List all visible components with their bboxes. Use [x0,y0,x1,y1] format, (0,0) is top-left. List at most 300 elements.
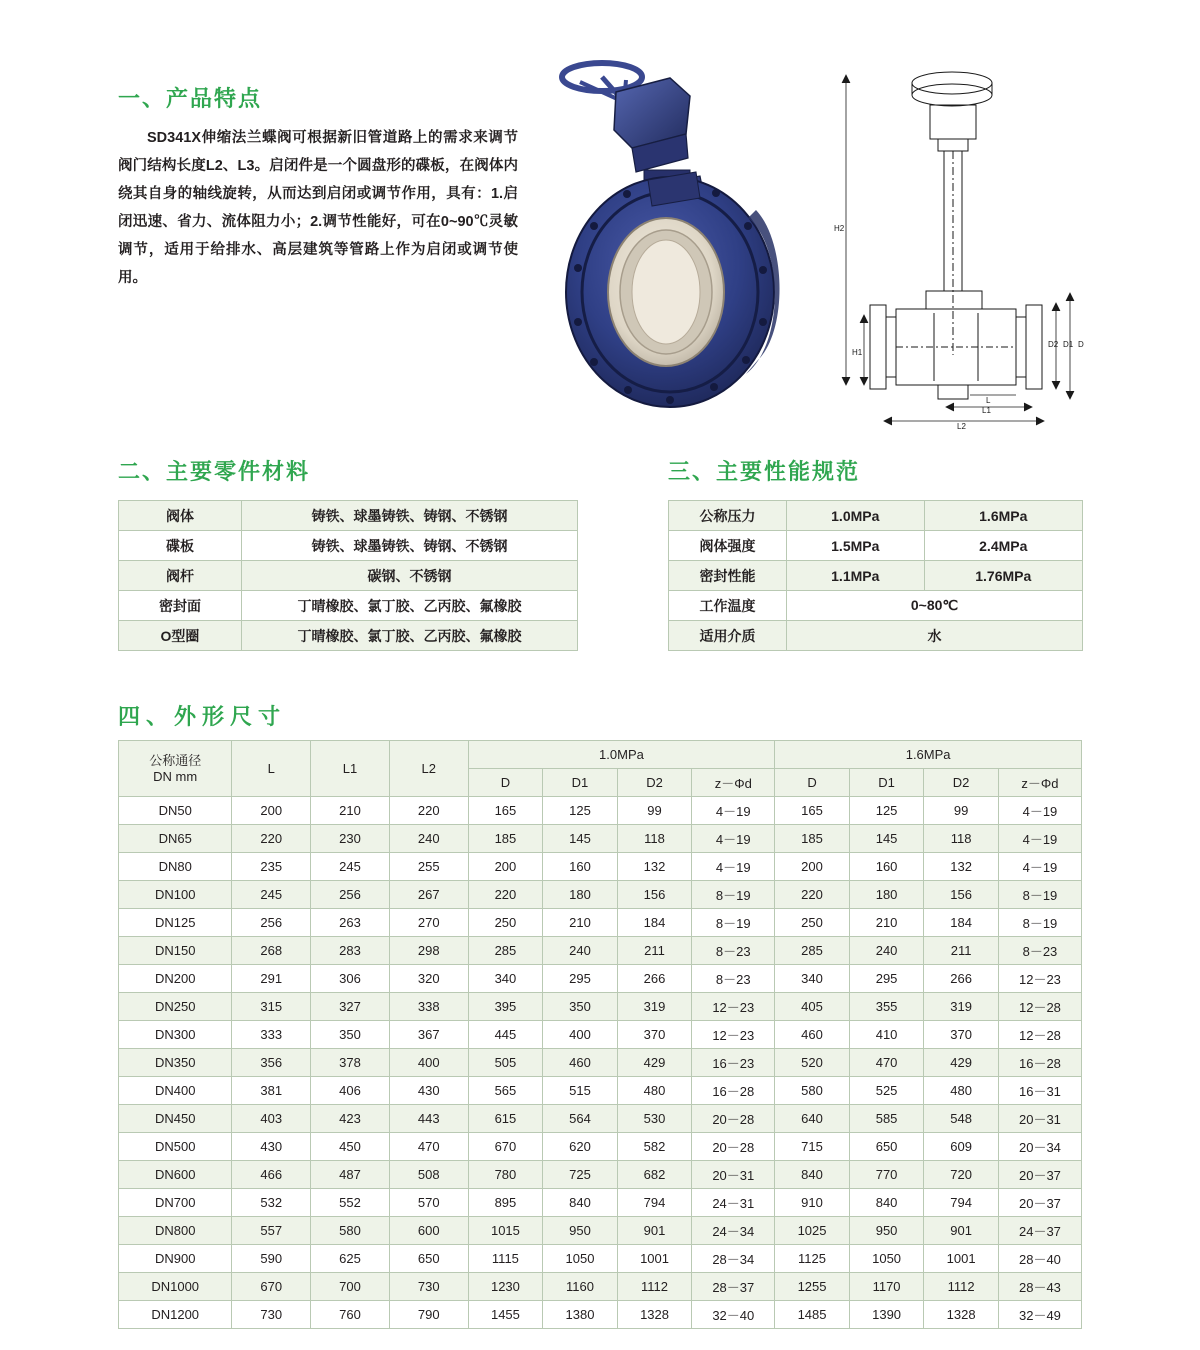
cell-d1-1.6: 950 [849,1217,924,1245]
cell-d2-1.6: 266 [924,965,999,993]
section-title-dimensions: 四、外形尺寸 [118,704,287,729]
cell-dn: DN350 [119,1049,232,1077]
cell-d-1.0: 615 [468,1105,543,1133]
cell-d1-1.6: 770 [849,1161,924,1189]
cell-l1: 406 [311,1077,390,1105]
valve-technical-drawing [830,55,1090,431]
cell-d-1.6: 220 [775,881,850,909]
cell-d1-1.6: 125 [849,797,924,825]
cell-d1-1.0: 125 [543,797,618,825]
cell-zd-1.0: 12－23 [692,993,775,1021]
cell-d1-1.0: 564 [543,1105,618,1133]
cell-d1-1.6: 840 [849,1189,924,1217]
cell-l2: 730 [389,1273,468,1301]
cell-l2: 430 [389,1077,468,1105]
cell-zd-1.0: 28－37 [692,1273,775,1301]
cell-l1: 450 [311,1133,390,1161]
cell-d-1.0: 1455 [468,1301,543,1329]
cell-l: 430 [232,1133,311,1161]
material-value: 丁晴橡胶、氯丁胶、乙丙胶、氟橡胶 [242,591,578,621]
cell-zd-1.6: 28－43 [998,1273,1081,1301]
cell-dn: DN700 [119,1189,232,1217]
cell-l2: 220 [389,797,468,825]
cell-d1-1.6: 1390 [849,1301,924,1329]
cell-d-1.0: 1230 [468,1273,543,1301]
cell-d-1.0: 250 [468,909,543,937]
cell-l: 220 [232,825,311,853]
drawing-label-l2: L2 [957,422,966,431]
header-d-1.6: D [775,769,850,797]
cell-dn: DN450 [119,1105,232,1133]
cell-d-1.6: 1485 [775,1301,850,1329]
cell-d-1.0: 340 [468,965,543,993]
cell-l: 356 [232,1049,311,1077]
cell-d2-1.6: 1112 [924,1273,999,1301]
header-dn-line1: 公称通径 [149,752,202,768]
cell-d-1.6: 460 [775,1021,850,1049]
cell-d-1.6: 580 [775,1077,850,1105]
cell-d2-1.0: 582 [617,1133,692,1161]
spec-name: 公称压力 [669,501,787,531]
cell-d-1.6: 1025 [775,1217,850,1245]
cell-d2-1.0: 118 [617,825,692,853]
cell-zd-1.0: 8－23 [692,937,775,965]
performance-spec-table [668,500,1083,651]
cell-d1-1.6: 240 [849,937,924,965]
cell-l2: 508 [389,1161,468,1189]
cell-d2-1.6: 156 [924,881,999,909]
table-row [669,531,1083,561]
table-row [119,1021,1082,1049]
cell-l: 532 [232,1189,311,1217]
header-d1-1.0: D1 [543,769,618,797]
cell-zd-1.0: 24－31 [692,1189,775,1217]
cell-d-1.6: 640 [775,1105,850,1133]
cell-dn: DN50 [119,797,232,825]
cell-l2: 570 [389,1189,468,1217]
cell-l1: 580 [311,1217,390,1245]
cell-l2: 367 [389,1021,468,1049]
cell-l1: 263 [311,909,390,937]
table-row [119,881,1082,909]
cell-dn: DN65 [119,825,232,853]
table-row [119,621,578,651]
cell-d2-1.6: 720 [924,1161,999,1189]
cell-dn: DN400 [119,1077,232,1105]
cell-zd-1.6: 8－19 [998,881,1081,909]
cell-zd-1.6: 8－19 [998,909,1081,937]
cell-d2-1.0: 156 [617,881,692,909]
cell-zd-1.6: 4－19 [998,853,1081,881]
cell-dn: DN900 [119,1245,232,1273]
table-row [119,1049,1082,1077]
table-row [119,1273,1082,1301]
cell-l2: 470 [389,1133,468,1161]
cell-l2: 270 [389,909,468,937]
cell-l: 333 [232,1021,311,1049]
cell-d1-1.6: 525 [849,1077,924,1105]
cell-d2-1.0: 211 [617,937,692,965]
cell-d1-1.0: 400 [543,1021,618,1049]
cell-dn: DN150 [119,937,232,965]
cell-l1: 306 [311,965,390,993]
cell-d1-1.6: 160 [849,853,924,881]
cell-dn: DN100 [119,881,232,909]
cell-zd-1.0: 8－19 [692,909,775,937]
spec-value-1.6mpa: 1.76MPa [924,561,1082,591]
cell-dn: DN200 [119,965,232,993]
spec-value-1.6mpa: 2.4MPa [924,531,1082,561]
cell-d-1.6: 340 [775,965,850,993]
table-row [119,1105,1082,1133]
cell-d2-1.6: 99 [924,797,999,825]
cell-d2-1.0: 1112 [617,1273,692,1301]
cell-l2: 650 [389,1245,468,1273]
header-dn [119,741,232,797]
cell-d1-1.0: 145 [543,825,618,853]
cell-dn: DN250 [119,993,232,1021]
table-row [119,1189,1082,1217]
cell-zd-1.6: 32－49 [998,1301,1081,1329]
table-row [119,1161,1082,1189]
drawing-label-l1-text: L1 [982,406,991,415]
cell-d-1.0: 780 [468,1161,543,1189]
drawing-label-d2: D2 [1048,340,1059,349]
table-row [119,561,578,591]
cell-dn: DN300 [119,1021,232,1049]
cell-l2: 443 [389,1105,468,1133]
cell-d2-1.0: 530 [617,1105,692,1133]
cell-d1-1.0: 725 [543,1161,618,1189]
cell-d-1.0: 1115 [468,1245,543,1273]
cell-zd-1.6: 20－37 [998,1189,1081,1217]
cell-d-1.0: 565 [468,1077,543,1105]
table-row [669,501,1083,531]
spec-value-span: 0~80℃ [787,591,1083,621]
cell-d-1.0: 1015 [468,1217,543,1245]
cell-l2: 320 [389,965,468,993]
cell-dn: DN600 [119,1161,232,1189]
cell-l2: 240 [389,825,468,853]
cell-l1: 350 [311,1021,390,1049]
cell-zd-1.6: 20－31 [998,1105,1081,1133]
material-value: 铸铁、球墨铸铁、铸钢、不锈钢 [242,531,578,561]
table-row [119,1133,1082,1161]
cell-d1-1.6: 145 [849,825,924,853]
cell-zd-1.0: 4－19 [692,797,775,825]
cell-d2-1.0: 184 [617,909,692,937]
cell-d-1.0: 165 [468,797,543,825]
cell-l1: 423 [311,1105,390,1133]
cell-l1: 760 [311,1301,390,1329]
materials-table [118,500,578,651]
cell-d2-1.0: 480 [617,1077,692,1105]
cell-l2: 600 [389,1217,468,1245]
cell-l1: 256 [311,881,390,909]
cell-d-1.0: 200 [468,853,543,881]
material-value: 碳钢、不锈钢 [242,561,578,591]
cell-d1-1.0: 295 [543,965,618,993]
cell-d-1.6: 520 [775,1049,850,1077]
cell-d1-1.0: 180 [543,881,618,909]
cell-l: 670 [232,1273,311,1301]
cell-zd-1.0: 32－40 [692,1301,775,1329]
cell-d-1.6: 840 [775,1161,850,1189]
spec-value-1.0mpa: 1.5MPa [787,531,925,561]
drawing-label-d1: D1 [1063,340,1074,349]
cell-zd-1.0: 16－28 [692,1077,775,1105]
table-row [119,965,1082,993]
header-d2-1.0: D2 [617,769,692,797]
cell-dn: DN800 [119,1217,232,1245]
header-l1: L1 [311,741,390,797]
section-title-features: 一、产品特点 [118,86,263,111]
cell-d2-1.0: 370 [617,1021,692,1049]
cell-zd-1.0: 20－28 [692,1105,775,1133]
cell-d1-1.0: 210 [543,909,618,937]
cell-d1-1.0: 1380 [543,1301,618,1329]
cell-d1-1.0: 160 [543,853,618,881]
cell-l: 256 [232,909,311,937]
cell-d2-1.6: 609 [924,1133,999,1161]
cell-d-1.0: 895 [468,1189,543,1217]
cell-d2-1.6: 118 [924,825,999,853]
cell-d2-1.0: 132 [617,853,692,881]
spec-value-1.6mpa: 1.6MPa [924,501,1082,531]
cell-d1-1.6: 650 [849,1133,924,1161]
cell-l1: 245 [311,853,390,881]
material-part: O型圈 [119,621,242,651]
cell-d-1.6: 405 [775,993,850,1021]
cell-d1-1.0: 460 [543,1049,618,1077]
cell-zd-1.6: 20－37 [998,1161,1081,1189]
header-zd-1.6: z－Φd [998,769,1081,797]
cell-d2-1.0: 319 [617,993,692,1021]
cell-l: 235 [232,853,311,881]
cell-zd-1.6: 28－40 [998,1245,1081,1273]
cell-d1-1.6: 585 [849,1105,924,1133]
table-row [119,909,1082,937]
cell-d-1.6: 715 [775,1133,850,1161]
header-d2-1.6: D2 [924,769,999,797]
cell-zd-1.0: 4－19 [692,853,775,881]
spec-value-span: 水 [787,621,1083,651]
cell-zd-1.6: 4－19 [998,825,1081,853]
cell-d1-1.0: 240 [543,937,618,965]
spec-name: 工作温度 [669,591,787,621]
cell-d2-1.6: 132 [924,853,999,881]
cell-l2: 298 [389,937,468,965]
cell-d-1.6: 1255 [775,1273,850,1301]
cell-l2: 255 [389,853,468,881]
table-row [119,993,1082,1021]
cell-l1: 552 [311,1189,390,1217]
table-row [669,621,1083,651]
cell-l1: 327 [311,993,390,1021]
cell-d-1.6: 250 [775,909,850,937]
cell-l2: 267 [389,881,468,909]
spec-name: 阀体强度 [669,531,787,561]
cell-dn: DN500 [119,1133,232,1161]
table-row [119,1217,1082,1245]
cell-zd-1.6: 8－23 [998,937,1081,965]
dimensions-table-body [119,797,1082,1329]
cell-d2-1.6: 211 [924,937,999,965]
cell-zd-1.0: 20－31 [692,1161,775,1189]
cell-d-1.0: 670 [468,1133,543,1161]
cell-d2-1.6: 319 [924,993,999,1021]
header-dn-line2: DN mm [153,768,198,784]
cell-d-1.0: 445 [468,1021,543,1049]
cell-d1-1.6: 1050 [849,1245,924,1273]
cell-zd-1.6: 4－19 [998,797,1081,825]
cell-d-1.6: 200 [775,853,850,881]
cell-l1: 378 [311,1049,390,1077]
cell-d2-1.6: 548 [924,1105,999,1133]
cell-d2-1.0: 794 [617,1189,692,1217]
header-group-1.6mpa: 1.6MPa [775,741,1082,769]
cell-d2-1.6: 1328 [924,1301,999,1329]
cell-d-1.0: 220 [468,881,543,909]
material-part: 阀体 [119,501,242,531]
cell-l1: 230 [311,825,390,853]
cell-l1: 700 [311,1273,390,1301]
cell-d2-1.6: 429 [924,1049,999,1077]
cell-zd-1.6: 20－34 [998,1133,1081,1161]
cell-zd-1.0: 4－19 [692,825,775,853]
cell-l: 466 [232,1161,311,1189]
cell-d1-1.0: 1160 [543,1273,618,1301]
drawing-label-h1: H1 [852,348,863,357]
cell-zd-1.6: 12－23 [998,965,1081,993]
cell-l1: 625 [311,1245,390,1273]
cell-l1: 487 [311,1161,390,1189]
cell-l1: 283 [311,937,390,965]
spec-name: 适用介质 [669,621,787,651]
cell-zd-1.0: 20－28 [692,1133,775,1161]
cell-d2-1.0: 266 [617,965,692,993]
section-title-specs: 三、主要性能规范 [668,459,861,484]
cell-d1-1.0: 1050 [543,1245,618,1273]
cell-l: 245 [232,881,311,909]
cell-d2-1.6: 184 [924,909,999,937]
table-row [119,1077,1082,1105]
cell-d1-1.0: 350 [543,993,618,1021]
material-value: 丁晴橡胶、氯丁胶、乙丙胶、氟橡胶 [242,621,578,651]
cell-d2-1.0: 1328 [617,1301,692,1329]
cell-d2-1.6: 1001 [924,1245,999,1273]
cell-l: 590 [232,1245,311,1273]
cell-d-1.6: 185 [775,825,850,853]
product-features-text: SD341X伸缩法兰蝶阀可根据新旧管道路上的需求来调节阀门结构长度L2、L3。启闭件是一个圆盘形的碟板，在阀体内绕其自身的轴线旋转，从而达到启闭或调节作用，具有：1.启闭迅速、省力、流体阻力小；2.调节性能好，可在0~90℃灵敏调节，适用于给排水、高层建筑等管路上作为启闭或调节使用。 [118,130,518,286]
material-value: 铸铁、球墨铸铁、铸钢、不锈钢 [242,501,578,531]
cell-l: 268 [232,937,311,965]
table-row [119,797,1082,825]
cell-zd-1.6: 16－31 [998,1077,1081,1105]
table-row [119,501,578,531]
table-row [119,937,1082,965]
header-group-1.0mpa: 1.0MPa [468,741,775,769]
cell-zd-1.0: 8－23 [692,965,775,993]
cell-l1: 210 [311,797,390,825]
section-title-materials: 二、主要零件材料 [118,459,311,484]
cell-d1-1.6: 1170 [849,1273,924,1301]
header-d1-1.6: D1 [849,769,924,797]
cell-d1-1.0: 840 [543,1189,618,1217]
drawing-label-h2: H2 [834,224,845,233]
cell-d-1.6: 910 [775,1189,850,1217]
header-l: L [232,741,311,797]
cell-d-1.0: 285 [468,937,543,965]
cell-d1-1.6: 470 [849,1049,924,1077]
cell-l: 200 [232,797,311,825]
cell-l2: 400 [389,1049,468,1077]
drawing-label-l: L [986,396,991,405]
cell-l: 381 [232,1077,311,1105]
cell-d2-1.6: 480 [924,1077,999,1105]
spec-value-1.0mpa: 1.1MPa [787,561,925,591]
cell-dn: DN80 [119,853,232,881]
cell-d2-1.6: 901 [924,1217,999,1245]
material-part: 碟板 [119,531,242,561]
cell-zd-1.6: 24－37 [998,1217,1081,1245]
cell-d2-1.0: 429 [617,1049,692,1077]
cell-l: 315 [232,993,311,1021]
cell-d2-1.0: 1001 [617,1245,692,1273]
spec-value-1.0mpa: 1.0MPa [787,501,925,531]
cell-l2: 338 [389,993,468,1021]
header-zd-1.0: z－Φd [692,769,775,797]
cell-d1-1.6: 295 [849,965,924,993]
cell-l: 730 [232,1301,311,1329]
table-row [669,591,1083,621]
cell-d1-1.6: 410 [849,1021,924,1049]
cell-dn: DN125 [119,909,232,937]
cell-dn: DN1000 [119,1273,232,1301]
cell-d1-1.6: 180 [849,881,924,909]
cell-d2-1.0: 682 [617,1161,692,1189]
cell-d-1.6: 285 [775,937,850,965]
drawing-label-d: D [1078,340,1084,349]
cell-zd-1.0: 16－23 [692,1049,775,1077]
cell-d2-1.0: 901 [617,1217,692,1245]
cell-d2-1.6: 794 [924,1189,999,1217]
table-row [119,853,1082,881]
table-row [119,591,578,621]
table-row [119,1245,1082,1273]
header-d-1.0: D [468,769,543,797]
dimensions-table [118,740,1082,1329]
cell-zd-1.0: 28－34 [692,1245,775,1273]
cell-l: 291 [232,965,311,993]
table-row [119,531,578,561]
cell-d1-1.6: 210 [849,909,924,937]
cell-d-1.6: 1125 [775,1245,850,1273]
cell-zd-1.0: 12－23 [692,1021,775,1049]
cell-d2-1.0: 99 [617,797,692,825]
cell-l: 557 [232,1217,311,1245]
cell-d1-1.6: 355 [849,993,924,1021]
cell-d-1.0: 505 [468,1049,543,1077]
cell-zd-1.6: 12－28 [998,1021,1081,1049]
cell-d-1.0: 395 [468,993,543,1021]
spec-name: 密封性能 [669,561,787,591]
cell-d-1.0: 185 [468,825,543,853]
cell-d1-1.0: 515 [543,1077,618,1105]
cell-dn: DN1200 [119,1301,232,1329]
header-l2: L2 [389,741,468,797]
table-row [119,1301,1082,1329]
